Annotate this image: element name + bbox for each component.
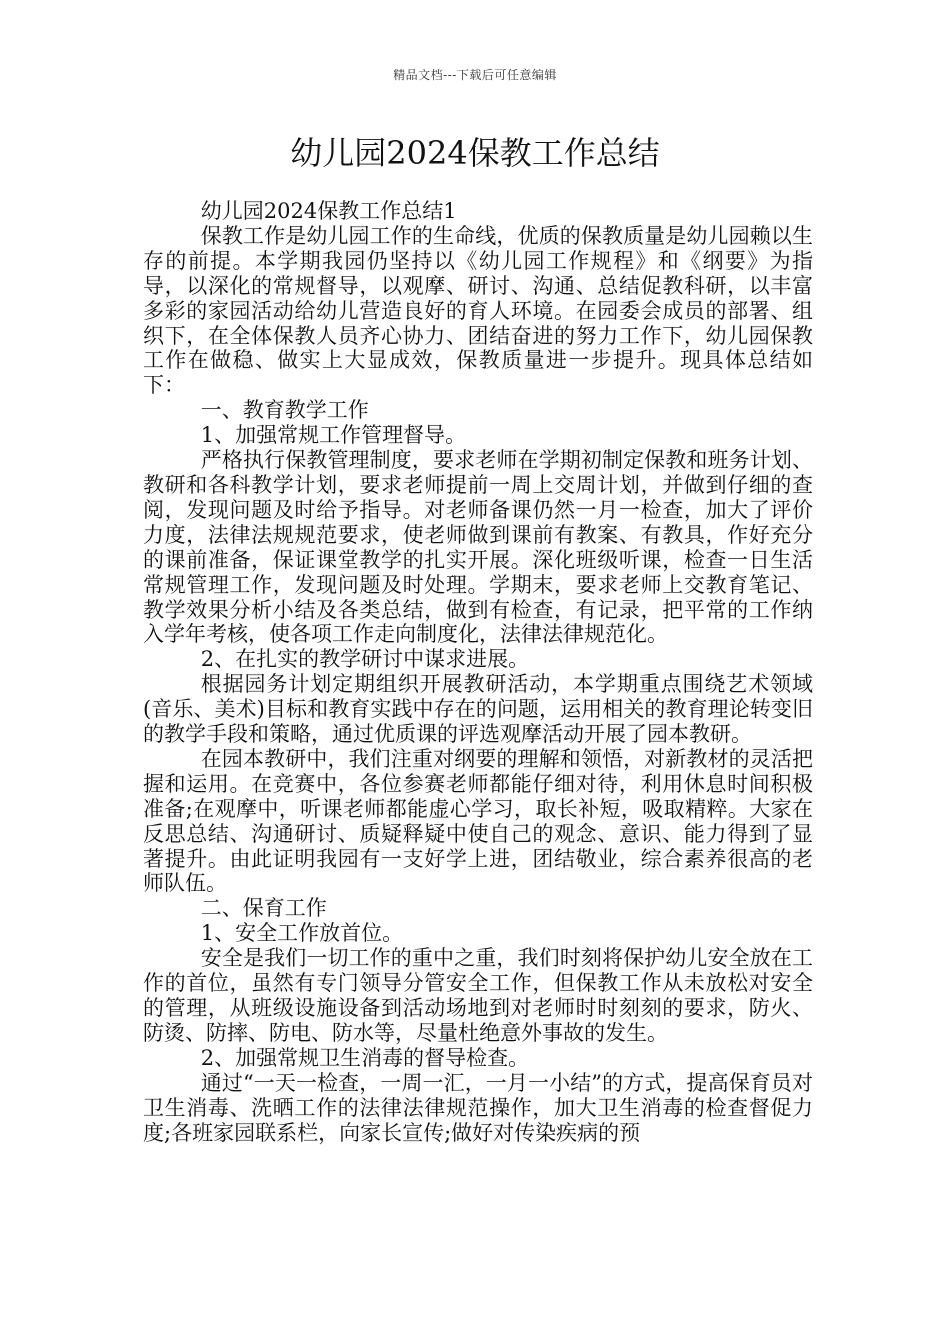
- header-note: 精品文档---下载后可任意编辑: [393, 68, 557, 82]
- paragraph: 严格执行保教管理制度，要求老师在学期初制定保教和班务计划、教研和各科教学计划，要求老师提前一周上交周计划，并做到仔细的查阅，发现问题及时给予指导。对老师备课仍然一月一检查，加大了评价力度，法律法规规范要求，使老师做到课前有教案、有教具，作好充分的课前准备，保证课堂教学的扎实开展。深化班级听课，检查一日生活常规管理工作，发现问题及时处理。学期末，要求老师上交教育笔记、教学效果分析小结及各类总结，做到有检查，有记录，把平常的工作纳入学年考核，使各项工作走向制度化，法律法律规范化。: [143, 448, 813, 647]
- document-body: [143, 199, 813, 1145]
- document-title: 幼儿园2024保教工作总结: [290, 134, 660, 172]
- paragraph: 幼儿园2024保教工作总结1: [200, 199, 457, 223]
- paragraph: 在园本教研中，我们注重对纲要的理解和领悟，对新教材的灵活把握和运用。在竞赛中，各位参赛老师都能仔细对待，利用休息时间积极准备;在观摩中，听课老师都能虚心学习，取长补短，吸取精粹。大家在反思总结、沟通研讨、质疑释疑中使自己的观念、意识、能力得到了显著提升。由此证明我园有一支好学上进，团结敬业，综合素养很高的老师队伍。: [143, 746, 813, 896]
- subsection-heading: 2、在扎实的教学研讨中谋求进展。: [200, 647, 530, 672]
- section-heading: 一、教育教学工作: [200, 398, 369, 423]
- paragraph: 保教工作是幼儿园工作的生命线，优质的保教质量是幼儿园赖以生存的前提。本学期我园仍坚持以《幼儿园工作规程》和《纲要》为指导，以深化的常规督导，以观摩、研讨、沟通、总结促教科研，以丰富多彩的家园活动给幼儿营造良好的育人环境。在园委会成员的部署、组织下，在全体保教人员齐心协力、团结奋进的努力工作下，幼儿园保教工作在做稳、做实上大显成效，保教质量进一步提升。现具体总结如下：: [143, 223, 813, 398]
- paragraph: 根据园务计划定期组织开展教研活动，本学期重点围绕艺术领域(音乐、美术)目标和教育实践中存在的问题，运用相关的教育理论转变旧的教学手段和策略，通过优质课的评选观摩活动开展了园本教研。: [143, 672, 813, 747]
- subsection-heading: 1、安全工作放首位。: [200, 921, 404, 946]
- subsection-heading: 2、加强常规卫生消毒的督导检查。: [200, 1045, 530, 1070]
- subsection-heading: 1、加强常规工作管理督导。: [200, 423, 467, 448]
- section-heading: 二、保育工作: [200, 896, 327, 921]
- paragraph: 安全是我们一切工作的重中之重，我们时刻将保护幼儿安全放在工作的首位，虽然有专门领导分管安全工作，但保教工作从未放松对安全的管理，从班级设施设备到活动场地到对老师时时刻刻的要求，防火、防烫、防摔、防电、防水等，尽量杜绝意外事故的发生。: [143, 946, 813, 1045]
- paragraph: 通过“一天一检查，一周一汇，一月一小结”的方式，提高保育员对卫生消毒、洗晒工作的法律法律规范操作，加大卫生消毒的检查督促力度;各班家园联系栏，向家长宣传;做好对传染疾病的预: [143, 1070, 813, 1145]
